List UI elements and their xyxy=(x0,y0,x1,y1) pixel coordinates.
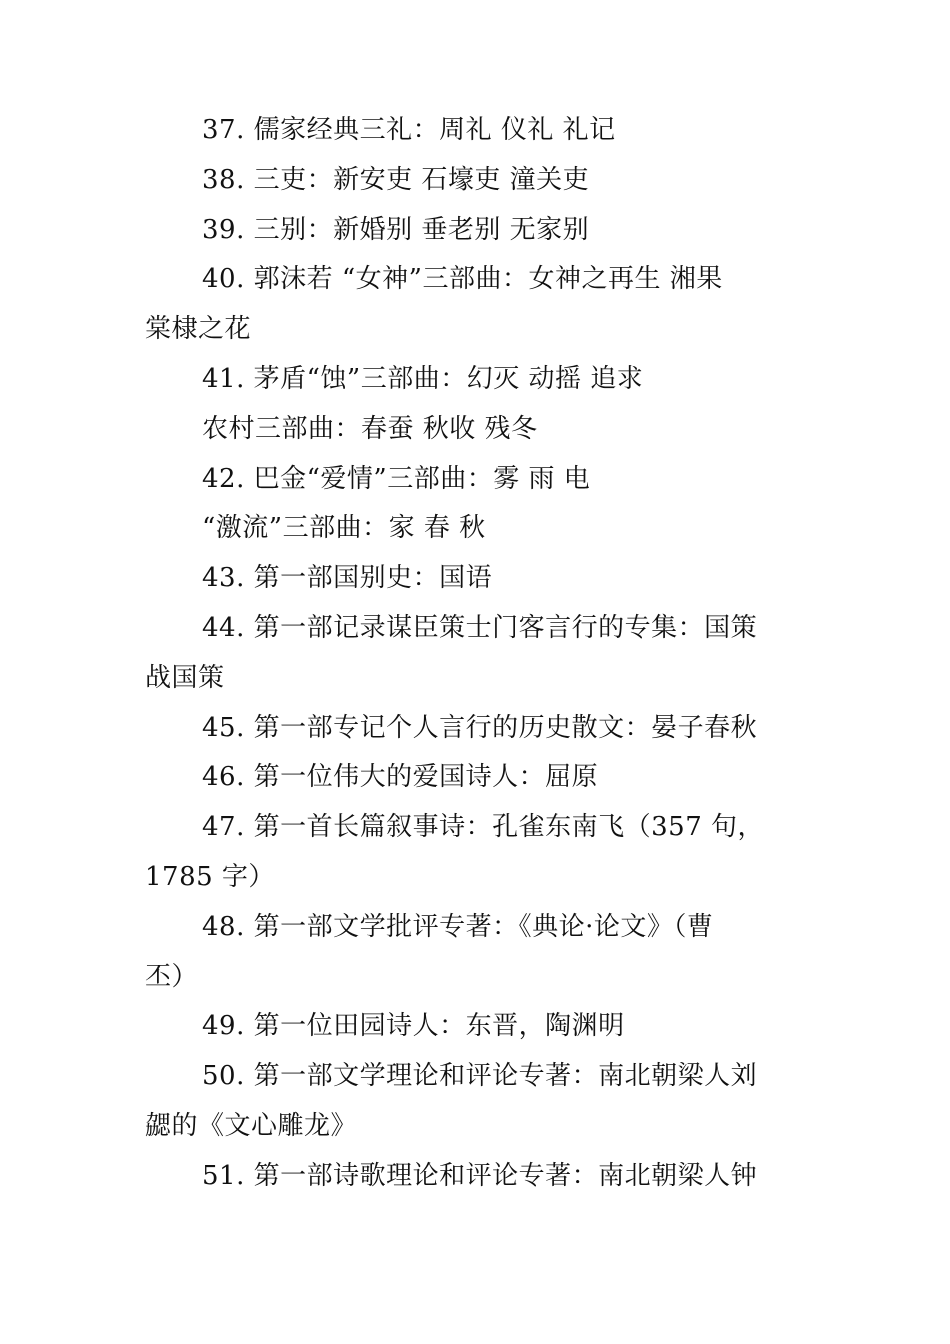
text-line: 勰的《文心雕龙》 xyxy=(145,1110,358,1141)
text-line: 37. 儒家经典三礼：周礼 仪礼 礼记 xyxy=(202,115,616,145)
text-line: 49. 第一位田园诗人：东晋，陶渊明 xyxy=(202,1011,625,1042)
document-body xyxy=(145,106,810,1202)
text-line: 丕） xyxy=(145,961,199,992)
text-line: 农村三部曲：春蚕 秋收 残冬 xyxy=(202,413,538,444)
text-line: 46. 第一位伟大的爱国诗人：屈原 xyxy=(202,762,599,793)
text-line: 48. 第一部文学批评专著：《典论·论文》（曹 xyxy=(202,911,714,942)
text-line: 棠棣之花 xyxy=(145,314,252,345)
text-line: “激流”三部曲：家 春 秋 xyxy=(202,513,486,544)
text-line: 41. 茅盾“蚀”三部曲：幻灭 动摇 追求 xyxy=(202,363,644,394)
text-line: 50. 第一部文学理论和评论专著：南北朝梁人刘 xyxy=(202,1061,758,1092)
text-line: 43. 第一部国别史：国语 xyxy=(202,563,493,594)
text-line: 39. 三别：新婚别 垂老别 无家别 xyxy=(202,214,590,245)
text-line: 1785 字） xyxy=(145,861,275,892)
text-line: 45. 第一部专记个人言行的历史散文：晏子春秋 xyxy=(202,712,758,743)
text-line: 42. 巴金“爱情”三部曲：雾 雨 电 xyxy=(202,463,591,494)
text-line: 38. 三吏：新安吏 石壕吏 潼关吏 xyxy=(202,164,590,195)
text-line: 47. 第一首长篇叙事诗：孔雀东南飞（357 句， xyxy=(202,812,765,843)
text-line: 44. 第一部记录谋臣策士门客言行的专集：国策 xyxy=(202,612,758,643)
text-line: 51. 第一部诗歌理论和评论专著：南北朝梁人钟 xyxy=(202,1160,758,1191)
text-line: 战国策 xyxy=(145,662,225,693)
text-line: 40. 郭沫若 “女神”三部曲：女神之再生 湘果 xyxy=(202,264,723,295)
